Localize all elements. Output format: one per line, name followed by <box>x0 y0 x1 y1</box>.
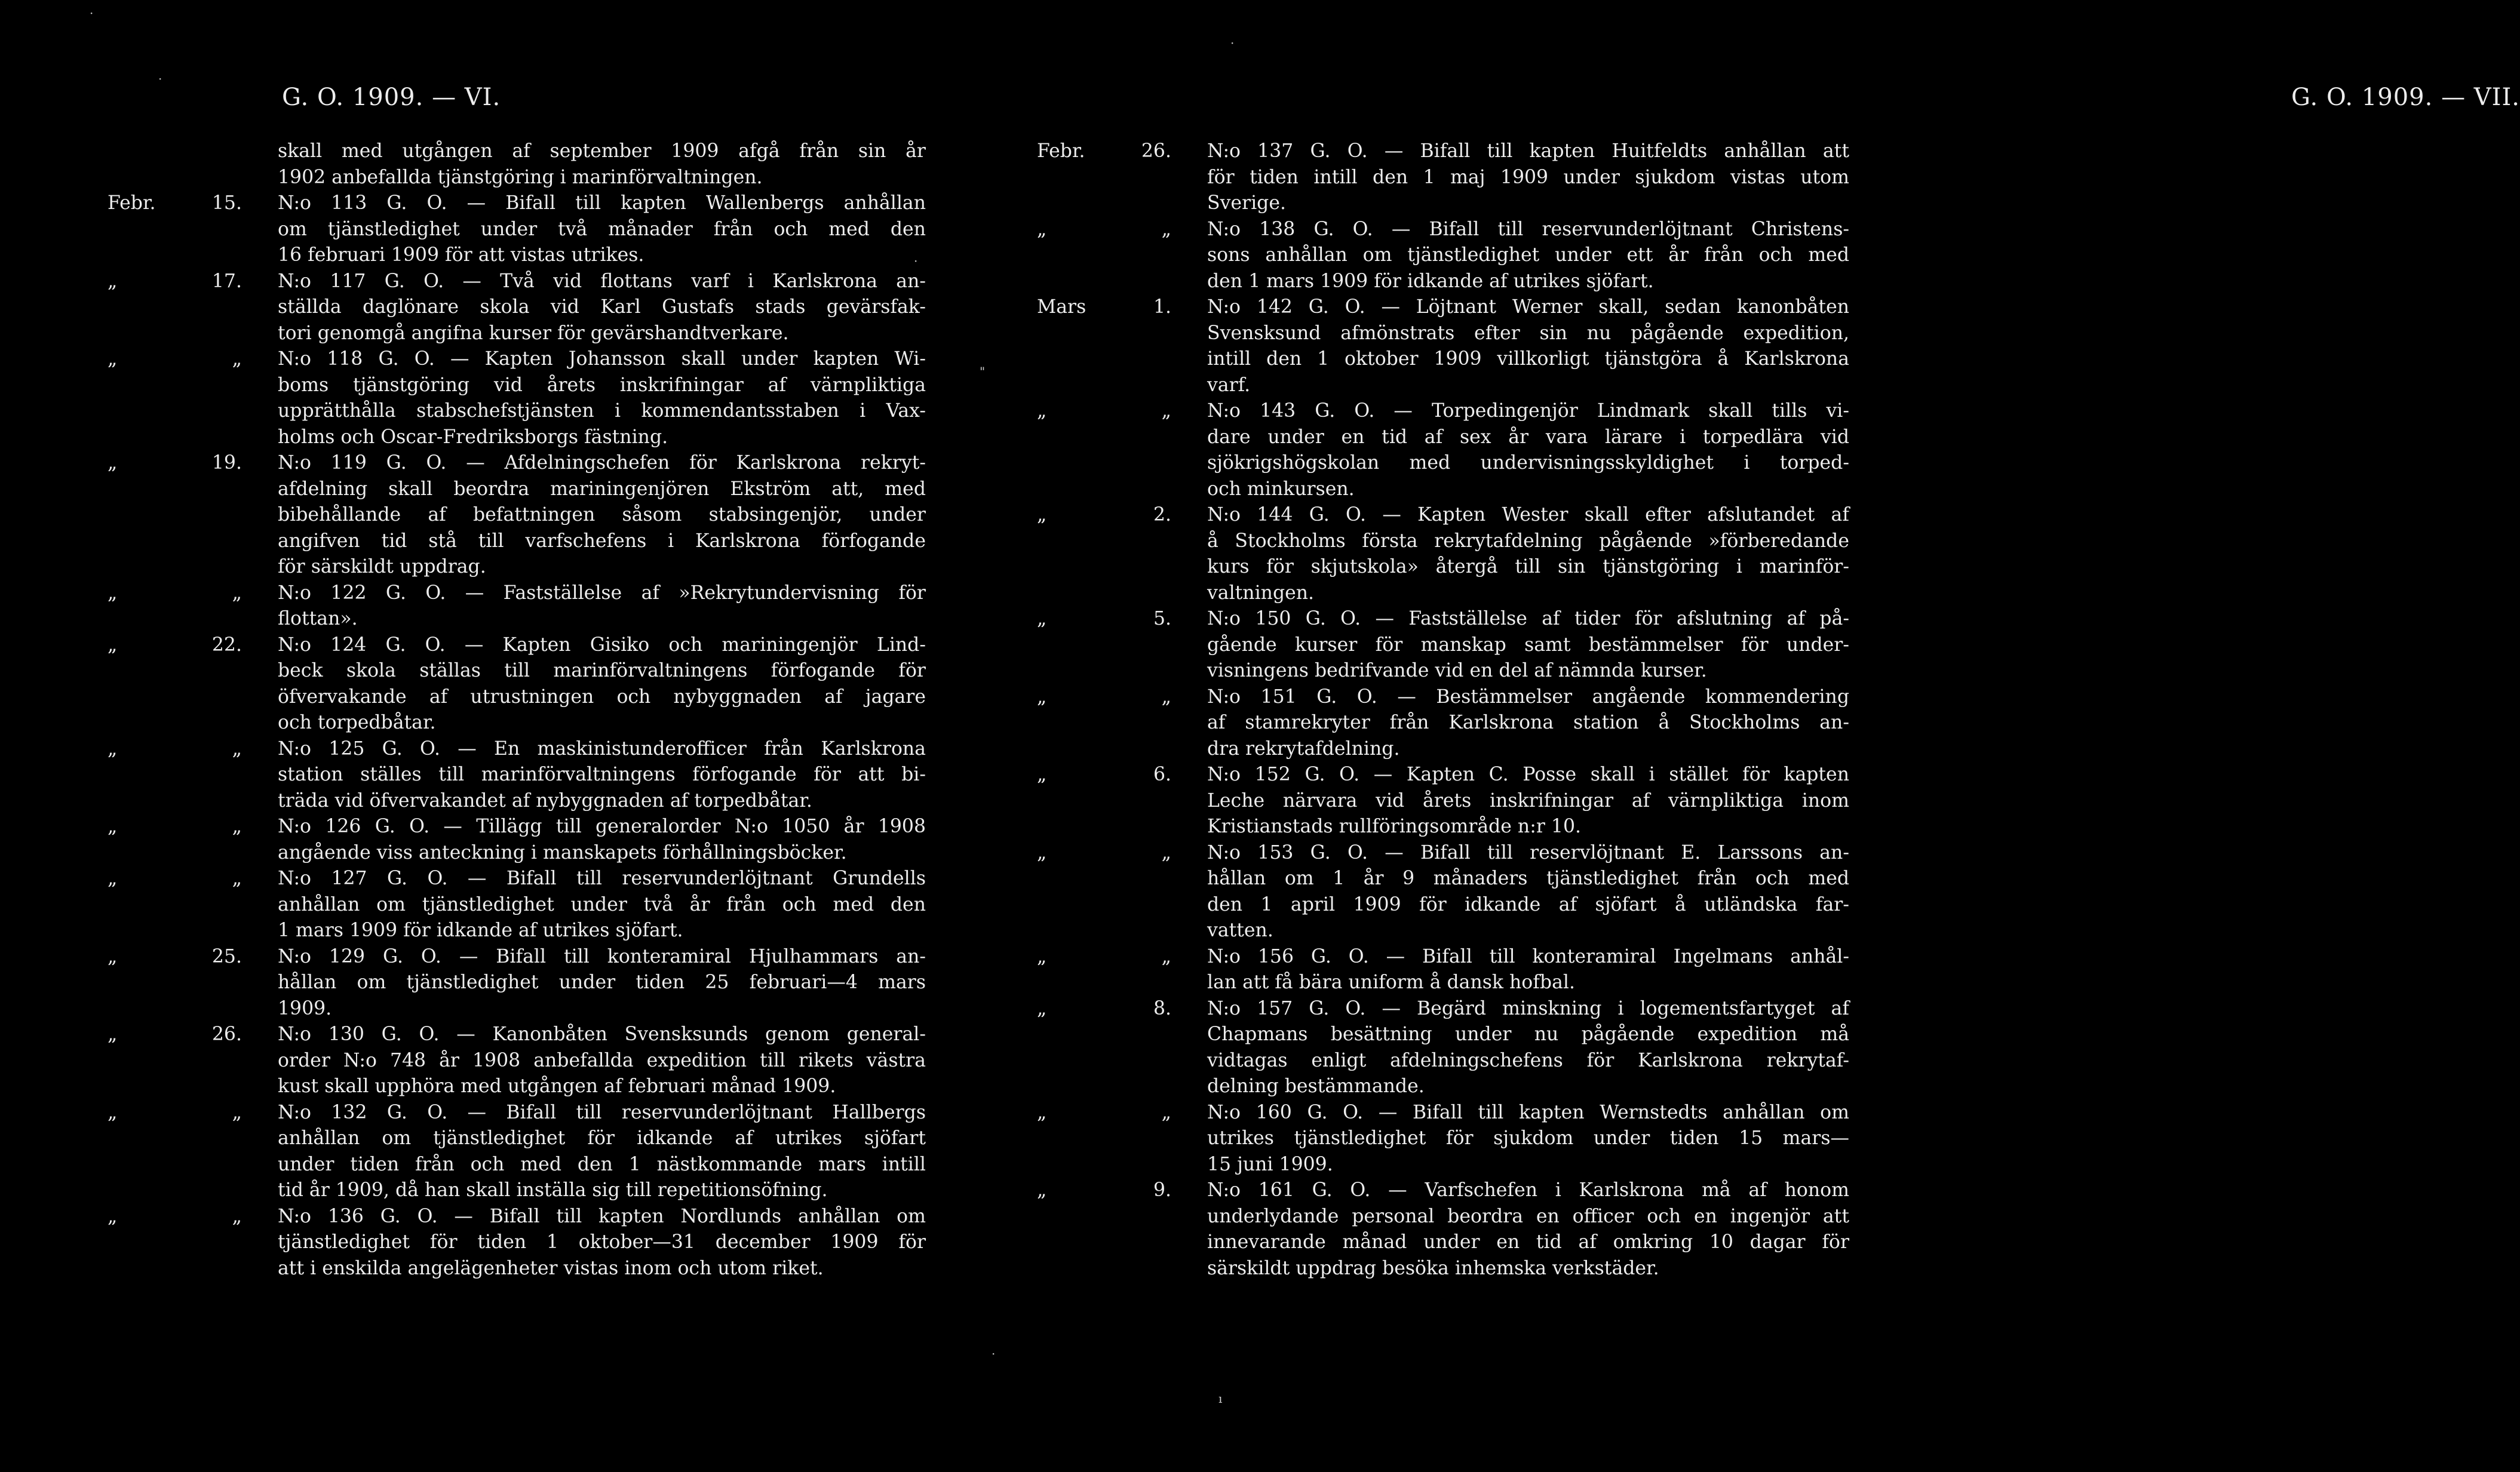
left-page-body <box>108 139 926 1282</box>
entry-text: att i enskilda angelägenheter vistas inom och utom riket. <box>278 1257 824 1279</box>
entry-text: tori genomgå angifna kurser för gevärshandtverkare. <box>278 322 789 344</box>
text-line <box>1037 294 1849 321</box>
entry-text: gående kurser för manskap samt bestämmelser för under- <box>1207 634 1849 656</box>
entry-text: utrikes tjänstledighet för sjukdom under tiden 15 mars— <box>1207 1127 1849 1149</box>
text-line <box>108 294 926 321</box>
order-entry <box>108 736 926 815</box>
entry-month: „ <box>1037 1179 1047 1201</box>
order-entry <box>108 450 926 580</box>
text-line <box>1037 242 1849 269</box>
entry-month: „ <box>108 270 118 292</box>
order-entry <box>108 944 926 1022</box>
scan-speck: · <box>158 72 162 86</box>
entry-day: „ <box>1161 945 1171 967</box>
order-entry <box>108 632 926 736</box>
text-line <box>108 346 926 373</box>
entry-month: „ <box>108 634 118 656</box>
entry-text: om tjänstledighet under två månader från och med den <box>278 218 926 240</box>
order-entry <box>1037 684 1849 763</box>
entry-month: „ <box>108 582 118 604</box>
right-page-header: G. O. 1909. — VII. <box>2291 84 2520 111</box>
entry-text: N:o 137 G. O. — Bifall till kapten Huitfeldts anhållan att <box>1207 140 1849 162</box>
text-line <box>108 918 926 944</box>
order-entry <box>1037 294 1849 398</box>
entry-text: lan att få bära uniform å dansk hofbal. <box>1207 972 1575 993</box>
text-line <box>1037 373 1849 399</box>
entry-text: delning bestämmande. <box>1207 1075 1425 1097</box>
order-entry <box>1037 606 1849 684</box>
entry-month: Febr. <box>108 192 156 214</box>
entry-text: visningens bedrifvande vid en del af nämnda kurser. <box>1207 660 1707 681</box>
order-entry <box>1037 398 1849 502</box>
text-line <box>108 373 926 399</box>
text-line <box>108 788 926 815</box>
entry-text: Chapmans besättning under nu pågående expedition må <box>1207 1024 1849 1045</box>
entry-text: af stamrekryter från Karlskrona station å Stockholms an- <box>1207 712 1849 733</box>
text-line <box>1037 710 1849 736</box>
entry-text: N:o 144 G. O. — Kapten Wester skall efter afslutandet af <box>1207 504 1849 526</box>
entry-text: flottan». <box>278 608 358 629</box>
entry-text: under tiden från och med den 1 nästkommande mars intill <box>278 1153 926 1175</box>
entry-text: sons anhållan om tjänstledighet under ett år från och med <box>1207 244 1849 266</box>
intro-continuation <box>108 139 926 190</box>
entry-text: N:o 136 G. O. — Bifall till kapten Nordlunds anhållan om <box>278 1205 926 1227</box>
entry-text: hållan om 1 år 9 månaders tjänstledighet från och med <box>1207 868 1849 889</box>
entry-text: N:o 161 G. O. — Varfschefen i Karlskrona må af honom <box>1207 1179 1849 1201</box>
entry-text: N:o 125 G. O. — En maskinistunderofficer från Karlskrona <box>278 737 926 760</box>
entry-day: „ <box>232 816 242 837</box>
entry-text: sjökrigshögskolan med undervisningsskyldighet i torped- <box>1207 452 1849 474</box>
entry-text: dra rekrytafdelning. <box>1207 737 1400 760</box>
entry-text: kurs för skjutskola» återgå till sin tjänstgöring i marinför- <box>1207 556 1849 577</box>
entry-text: N:o 143 G. O. — Torpedingenjör Lindmark skall tills vi- <box>1207 400 1849 422</box>
text-line <box>108 1256 926 1282</box>
entry-month: „ <box>108 868 118 889</box>
text-line <box>108 632 926 659</box>
entry-text: N:o 124 G. O. — Kapten Gisiko och mariningenjör Lind- <box>278 634 926 656</box>
entry-day: 19. <box>211 452 242 474</box>
entry-text: särskildt uppdrag besöka inhemska verkstäder. <box>1207 1257 1659 1279</box>
text-line <box>1037 944 1849 970</box>
entry-month: „ <box>108 452 118 474</box>
entry-text: upprätthålla stabschefstjänsten i kommendantsstaben i Vax- <box>278 400 926 422</box>
entry-text: angifven tid stå till varfschefens i Karlskrona förfogande <box>278 530 926 552</box>
entry-text: N:o 127 G. O. — Bifall till reservunderlöjtnant Grundells <box>278 868 926 889</box>
entry-text: och minkursen. <box>1207 478 1355 500</box>
text-line <box>108 1178 926 1204</box>
entry-text: N:o 138 G. O. — Bifall till reservunderlöjtnant Christens- <box>1207 218 1849 240</box>
text-line <box>108 528 926 555</box>
text-line <box>1037 269 1849 295</box>
text-line <box>108 1074 926 1100</box>
entry-text: N:o 122 G. O. — Fastställelse af »Rekrytundervisning för <box>278 582 926 604</box>
order-entry <box>1037 840 1849 944</box>
entry-text: angående viss anteckning i manskapets förhållningsböcker. <box>278 841 847 863</box>
right-page-body <box>1037 139 1849 1282</box>
scan-speck: ı <box>1218 1391 1223 1406</box>
entry-month: „ <box>1037 686 1047 708</box>
entry-text: och torpedbåtar. <box>278 712 436 733</box>
order-entry <box>1037 1100 1849 1178</box>
text-line <box>1037 1152 1849 1178</box>
entry-text: kust skall upphöra med utgången af februari månad 1909. <box>278 1075 836 1097</box>
order-entry <box>108 580 926 632</box>
text-line <box>108 321 926 347</box>
entry-day: 25. <box>211 945 242 967</box>
entry-text: hållan om tjänstledighet under tiden 25 februari—4 mars <box>278 972 926 993</box>
entry-month: „ <box>1037 841 1047 863</box>
entry-text: N:o 142 G. O. — Löjtnant Werner skall, sedan kanonbåten <box>1207 296 1849 318</box>
entry-text: den 1 april 1909 för idkande af sjöfart å utländska far- <box>1207 893 1849 915</box>
entry-day: 5. <box>1153 608 1171 629</box>
entry-text: N:o 160 G. O. — Bifall till kapten Wernstedts anhållan om <box>1207 1101 1849 1123</box>
entry-text: N:o 132 G. O. — Bifall till reservunderlöjtnant Hallbergs <box>278 1101 926 1123</box>
text-line <box>1037 398 1849 425</box>
entry-text: station ställes till marinförvaltningens förfogande för att bi- <box>278 764 926 785</box>
entry-text: N:o 150 G. O. — Fastställelse af tider för afslutning af på- <box>1207 608 1849 629</box>
text-line <box>1037 632 1849 659</box>
text-line <box>108 762 926 788</box>
entry-text: Svensksund afmönstrats efter sin nu pågående expedition, <box>1207 322 1849 344</box>
order-entry <box>108 269 926 347</box>
entry-month: „ <box>108 1101 118 1123</box>
entry-text: N:o 157 G. O. — Begärd minskning i logementsfartyget af <box>1207 997 1849 1019</box>
entry-day: 2. <box>1153 504 1171 526</box>
entry-month: „ <box>1037 997 1047 1019</box>
order-entry <box>1037 1178 1849 1282</box>
entry-text: 15 juni 1909. <box>1207 1153 1333 1175</box>
text-line <box>1037 840 1849 866</box>
text-line <box>108 502 926 528</box>
entry-day: „ <box>232 582 242 604</box>
scan-speck: " <box>980 364 986 379</box>
entry-month: Febr. <box>1037 140 1085 162</box>
entry-text: Sverige. <box>1207 192 1286 214</box>
text-line <box>1037 892 1849 918</box>
entry-month: „ <box>1037 764 1047 785</box>
text-line <box>1037 580 1849 607</box>
entry-text: N:o 119 G. O. — Afdelningschefen för Karlskrona rekryt- <box>278 452 926 474</box>
entry-text: N:o 129 G. O. — Bifall till konteramiral Hjulhammars an- <box>278 945 926 967</box>
entry-text: N:o 113 G. O. — Bifall till kapten Wallenbergs anhållan <box>278 192 926 214</box>
entry-day: „ <box>1161 841 1171 863</box>
text-line <box>108 970 926 996</box>
text-line <box>108 165 926 191</box>
entry-day: 26. <box>211 1024 242 1045</box>
text-line <box>1037 1204 1849 1230</box>
text-line <box>108 840 926 866</box>
text-line <box>108 1230 926 1256</box>
entry-text: å Stockholms första rekrytafdelning pågående »förberedande <box>1207 530 1849 552</box>
entry-text: boms tjänstgöring vid årets inskrifningar af värnpliktiga <box>278 374 926 396</box>
text-line <box>108 658 926 684</box>
entry-month: „ <box>1037 1101 1047 1123</box>
text-line <box>1037 866 1849 892</box>
entry-month: „ <box>1037 608 1047 629</box>
entry-text: beck skola ställas till marinförvaltningens förfogande för <box>278 660 926 681</box>
order-entry <box>1037 762 1849 840</box>
entry-day: 15. <box>211 192 242 214</box>
entry-text: dare under en tid af sex år vara lärare i torpedlära vid <box>1207 426 1849 448</box>
text-line <box>108 217 926 243</box>
text-line <box>1037 1178 1849 1204</box>
entry-text: N:o 152 G. O. — Kapten C. Posse skall i stället för kapten <box>1207 764 1849 785</box>
scan-speck: · <box>90 6 94 20</box>
text-line <box>1037 1074 1849 1100</box>
order-entry <box>1037 502 1849 606</box>
entry-text: 1909. <box>278 997 332 1019</box>
text-line <box>108 139 926 165</box>
entry-text: N:o 153 G. O. — Bifall till reservlöjtnant E. Larssons an- <box>1207 841 1849 863</box>
scan-speck: · <box>992 1347 996 1361</box>
entry-month: „ <box>108 1024 118 1045</box>
order-entry <box>108 814 926 866</box>
entry-day: 1. <box>1153 296 1171 318</box>
order-entry <box>1037 944 1849 996</box>
text-line <box>108 684 926 711</box>
text-line <box>1037 528 1849 555</box>
text-line <box>108 190 926 217</box>
entry-text: vatten. <box>1207 920 1273 941</box>
entry-text: för tiden intill den 1 maj 1909 under sjukdom vistas utom <box>1207 166 1849 188</box>
text-line <box>1037 346 1849 373</box>
text-line <box>108 580 926 607</box>
entry-day: 17. <box>211 270 242 292</box>
entry-text: order N:o 748 år 1908 anbefallda expedition till rikets västra <box>278 1049 926 1071</box>
entry-day: „ <box>1161 1101 1171 1123</box>
entry-text: 16 februari 1909 för att vistas utrikes. <box>278 244 644 266</box>
entry-text: N:o 130 G. O. — Kanonbåten Svensksunds genom general- <box>278 1024 926 1045</box>
text-line <box>108 710 926 736</box>
text-line <box>1037 450 1849 477</box>
order-entry <box>1037 139 1849 217</box>
entry-day: „ <box>232 1205 242 1227</box>
text-line <box>1037 684 1849 711</box>
text-line <box>1037 190 1849 217</box>
text-line <box>108 242 926 269</box>
text-line <box>1037 1100 1849 1126</box>
entry-text: varf. <box>1207 374 1251 396</box>
text-line <box>1037 139 1849 165</box>
entry-text: innevarande månad under en tid af omkring 10 dagar för <box>1207 1231 1849 1253</box>
entry-day: „ <box>1161 218 1171 240</box>
order-entry <box>108 1100 926 1204</box>
entry-text: N:o 156 G. O. — Bifall till konteramiral Ingelmans anhål- <box>1207 945 1849 967</box>
order-entry <box>1037 217 1849 295</box>
entry-text: skall med utgången af september 1909 afgå från sin år <box>278 140 926 162</box>
entry-day: „ <box>1161 400 1171 422</box>
text-line <box>1037 996 1849 1022</box>
entry-day: 6. <box>1153 764 1171 785</box>
text-line <box>1037 918 1849 944</box>
entry-month: „ <box>1037 400 1047 422</box>
text-line <box>108 450 926 477</box>
entry-text: bibehållande af befattningen såsom stabsingenjör, under <box>278 504 926 526</box>
entry-text: N:o 151 G. O. — Bestämmelser angående kommendering <box>1207 686 1849 708</box>
entry-text: öfvervakande af utrustningen och nybyggnaden af jagare <box>278 686 926 708</box>
entry-text: Leche närvara vid årets inskrifningar af värnpliktiga inom <box>1207 789 1849 812</box>
entry-text: 1902 anbefallda tjänstgöring i marinförvaltningen. <box>278 166 763 188</box>
text-line <box>1037 1022 1849 1048</box>
text-line <box>1037 554 1849 580</box>
entry-text: intill den 1 oktober 1909 villkorligt tjänstgöra å Karlskrona <box>1207 348 1849 370</box>
entry-text: för särskildt uppdrag. <box>278 556 486 577</box>
scan-speck: · <box>1230 36 1235 50</box>
entry-month: „ <box>108 1205 118 1227</box>
entry-month: „ <box>1037 945 1047 967</box>
entry-text: vidtagas enligt afdelningschefens för Karlskrona rekrytaf- <box>1207 1049 1849 1071</box>
text-line <box>108 425 926 451</box>
entry-text: N:o 117 G. O. — Två vid flottans varf i Karlskrona an- <box>278 270 926 292</box>
order-entry <box>108 1204 926 1282</box>
entry-month: „ <box>108 737 118 760</box>
entry-text: ställda daglönare skola vid Karl Gustafs stads gevärsfak- <box>278 296 926 318</box>
text-line <box>1037 217 1849 243</box>
text-line <box>1037 762 1849 788</box>
entry-text: 1 mars 1909 för idkande af utrikes sjöfart. <box>278 920 683 941</box>
entry-text: anhållan om tjänstledighet för idkande af utrikes sjöfart <box>278 1127 926 1149</box>
text-line <box>1037 658 1849 684</box>
scan-speck: · <box>914 254 918 268</box>
order-entry <box>108 190 926 269</box>
text-line <box>1037 814 1849 840</box>
text-line <box>1037 1230 1849 1256</box>
text-line <box>1037 321 1849 347</box>
text-line <box>108 996 926 1022</box>
text-line <box>1037 970 1849 996</box>
text-line <box>108 269 926 295</box>
text-line <box>108 814 926 840</box>
text-line <box>1037 788 1849 815</box>
entry-month: Mars <box>1037 296 1086 318</box>
text-line <box>1037 1126 1849 1152</box>
entry-month: „ <box>108 816 118 837</box>
entry-text: N:o 126 G. O. — Tillägg till generalorder N:o 1050 år 1908 <box>278 816 926 837</box>
text-line <box>1037 477 1849 503</box>
entry-text: valtningen. <box>1207 582 1315 604</box>
entry-day: „ <box>232 868 242 889</box>
entry-text: underlydande personal beordra en officer och en ingenjör att <box>1207 1205 1849 1227</box>
entry-text: Kristianstads rullföringsområde n:r 10. <box>1207 816 1582 837</box>
entry-text: tid år 1909, då han skall inställa sig till repetitionsöfning. <box>278 1179 828 1201</box>
order-entry <box>1037 996 1849 1100</box>
text-line <box>108 1022 926 1048</box>
entry-month: „ <box>108 945 118 967</box>
text-line <box>108 1100 926 1126</box>
order-entry <box>108 346 926 450</box>
text-line <box>1037 165 1849 191</box>
text-line <box>1037 1048 1849 1074</box>
text-line <box>108 1204 926 1230</box>
entry-day: „ <box>232 1101 242 1123</box>
entry-text: holms och Oscar-Fredriksborgs fästning. <box>278 426 668 448</box>
entry-month: „ <box>1037 504 1047 526</box>
entry-day: 8. <box>1153 997 1171 1019</box>
entry-day: 9. <box>1153 1179 1171 1201</box>
text-line <box>108 866 926 892</box>
text-line <box>1037 736 1849 763</box>
text-line <box>108 944 926 970</box>
text-line <box>1037 1256 1849 1282</box>
text-line <box>108 398 926 425</box>
entry-text: N:o 118 G. O. — Kapten Johansson skall under kapten Wi- <box>278 348 926 370</box>
text-line <box>1037 502 1849 528</box>
text-line <box>108 1152 926 1178</box>
entry-text: träda vid öfvervakandet af nybyggnaden af torpedbåtar. <box>278 789 812 812</box>
text-line <box>108 477 926 503</box>
text-line <box>1037 606 1849 632</box>
entry-day: „ <box>1161 686 1171 708</box>
entry-text: afdelning skall beordra mariningenjören Ekström att, med <box>278 478 926 500</box>
entry-month: „ <box>1037 218 1047 240</box>
entry-month: „ <box>108 348 118 370</box>
text-line <box>108 1126 926 1152</box>
text-line <box>108 736 926 763</box>
entry-day: 26. <box>1141 140 1171 162</box>
text-line <box>108 1048 926 1074</box>
order-entry <box>108 1022 926 1100</box>
text-line <box>108 606 926 632</box>
order-entry <box>108 866 926 944</box>
entry-day: „ <box>232 737 242 760</box>
entry-day: „ <box>232 348 242 370</box>
entry-text: anhållan om tjänstledighet under två år från och med den <box>278 893 926 915</box>
left-page-header: G. O. 1909. — VI. <box>282 84 501 111</box>
entry-text: tjänstledighet för tiden 1 oktober—31 december 1909 för <box>278 1231 926 1253</box>
text-line <box>1037 425 1849 451</box>
text-line <box>108 892 926 918</box>
entry-day: 22. <box>211 634 242 656</box>
text-line <box>108 554 926 580</box>
entry-text: den 1 mars 1909 för idkande af utrikes sjöfart. <box>1207 270 1654 292</box>
